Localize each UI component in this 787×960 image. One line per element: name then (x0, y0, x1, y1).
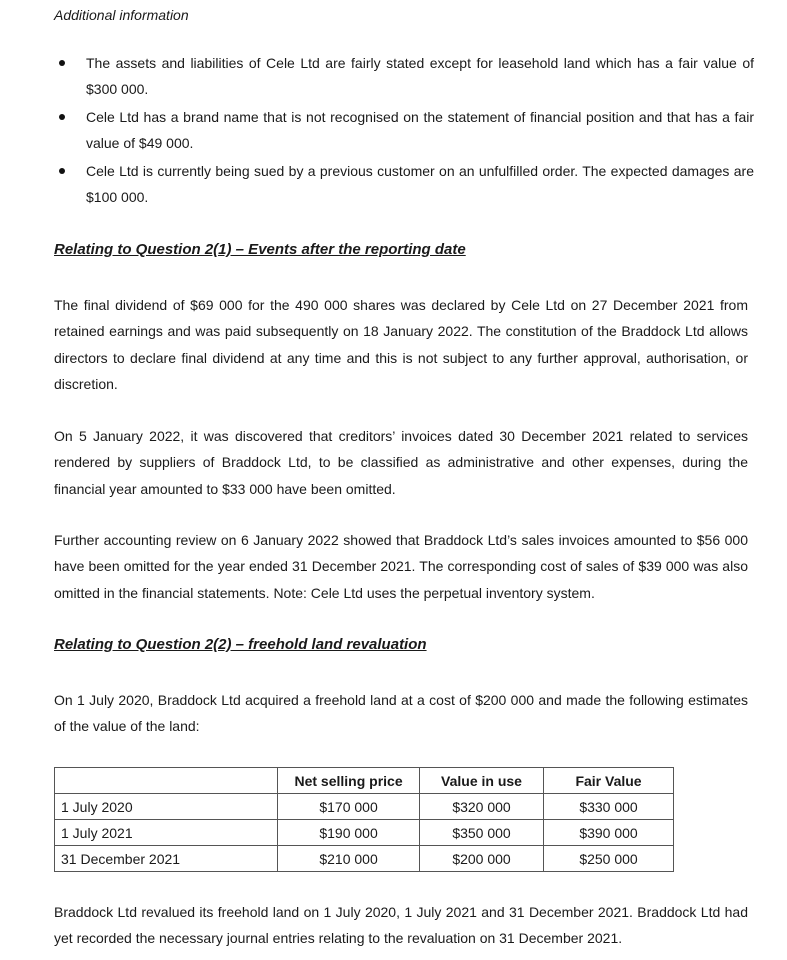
value-in-use-cell: $320 000 (420, 794, 544, 820)
date-cell: 1 July 2020 (55, 794, 278, 820)
bullet-icon (59, 60, 65, 66)
table-row (55, 846, 674, 872)
additional-info-list (54, 50, 754, 212)
date-cell: 31 December 2021 (55, 846, 278, 872)
list-item-text: Cele Ltd has a brand name that is not recognised on the statement of financial position and that has a fair value of $49 000. (86, 109, 754, 151)
header-cell-fair-value: Fair Value (544, 768, 674, 794)
revaluation-closing-paragraph: Braddock Ltd revalued its freehold land on 1 July 2020, 1 July 2021 and 31 December 2021. Braddock Ltd had yet recorded the necessary journal entries relating to the revaluation on 31 December 2021. (54, 904, 748, 947)
fair-value-cell: $330 000 (544, 794, 674, 820)
dividend-paragraph: The final dividend of $69 000 for the 490 000 shares was declared by Cele Ltd on 27 December 2021 from retained earnings and was paid subsequently on 18 January 2022. The constitution of the Braddock Ltd allows directors to declare final dividend at any time and this is not subject to any further approval, authorisation, or discretion. (54, 297, 748, 392)
land-intro-paragraph: On 1 July 2020, Braddock Ltd acquired a freehold land at a cost of $200 000 and made the following estimates of the value of the land: (54, 692, 748, 735)
header-cell-date (55, 768, 278, 794)
net-selling-price-cell: $210 000 (278, 846, 420, 872)
value-in-use-cell: $200 000 (420, 846, 544, 872)
land-valuation-table (54, 767, 674, 872)
header-cell-value-in-use: Value in use (420, 768, 544, 794)
fair-value-cell: $250 000 (544, 846, 674, 872)
section-title: Additional information (54, 7, 189, 23)
creditors-invoices-paragraph: On 5 January 2022, it was discovered that creditors’ invoices dated 30 December 2021 related to services rendered by suppliers of Braddock Ltd, to be classified as administrative and other expenses, during the financial year amounted to $33 000 have been omitted. (54, 428, 748, 497)
table-header-row (55, 768, 674, 794)
net-selling-price-cell: $190 000 (278, 820, 420, 846)
fair-value-cell: $390 000 (544, 820, 674, 846)
net-selling-price-cell: $170 000 (278, 794, 420, 820)
question-2-2-heading: Relating to Question 2(2) – freehold land revaluation (54, 636, 427, 653)
list-item (54, 104, 754, 156)
list-item (54, 50, 754, 102)
bullet-icon (59, 168, 65, 174)
list-item-text: The assets and liabilities of Cele Ltd are fairly stated except for leasehold land which has a fair value of $300 000. (86, 55, 754, 97)
list-item (54, 158, 754, 210)
bullet-icon (59, 114, 65, 120)
table-row (55, 794, 674, 820)
question-2-1-heading: Relating to Question 2(1) – Events after the reporting date (54, 241, 466, 258)
list-item-text: Cele Ltd is currently being sued by a previous customer on an unfulfilled order. The expected damages are $100 000. (86, 163, 754, 205)
date-cell: 1 July 2021 (55, 820, 278, 846)
sales-invoices-paragraph: Further accounting review on 6 January 2022 showed that Braddock Ltd’s sales invoices amounted to $56 000 have been omitted for the year ended 31 December 2021. The corresponding cost of sales of $39 000 was also omitted in the financial statements. Note: Cele Ltd uses the perpetual inventory system. (54, 532, 748, 601)
table-row (55, 820, 674, 846)
value-in-use-cell: $350 000 (420, 820, 544, 846)
header-cell-net-selling-price: Net selling price (278, 768, 420, 794)
